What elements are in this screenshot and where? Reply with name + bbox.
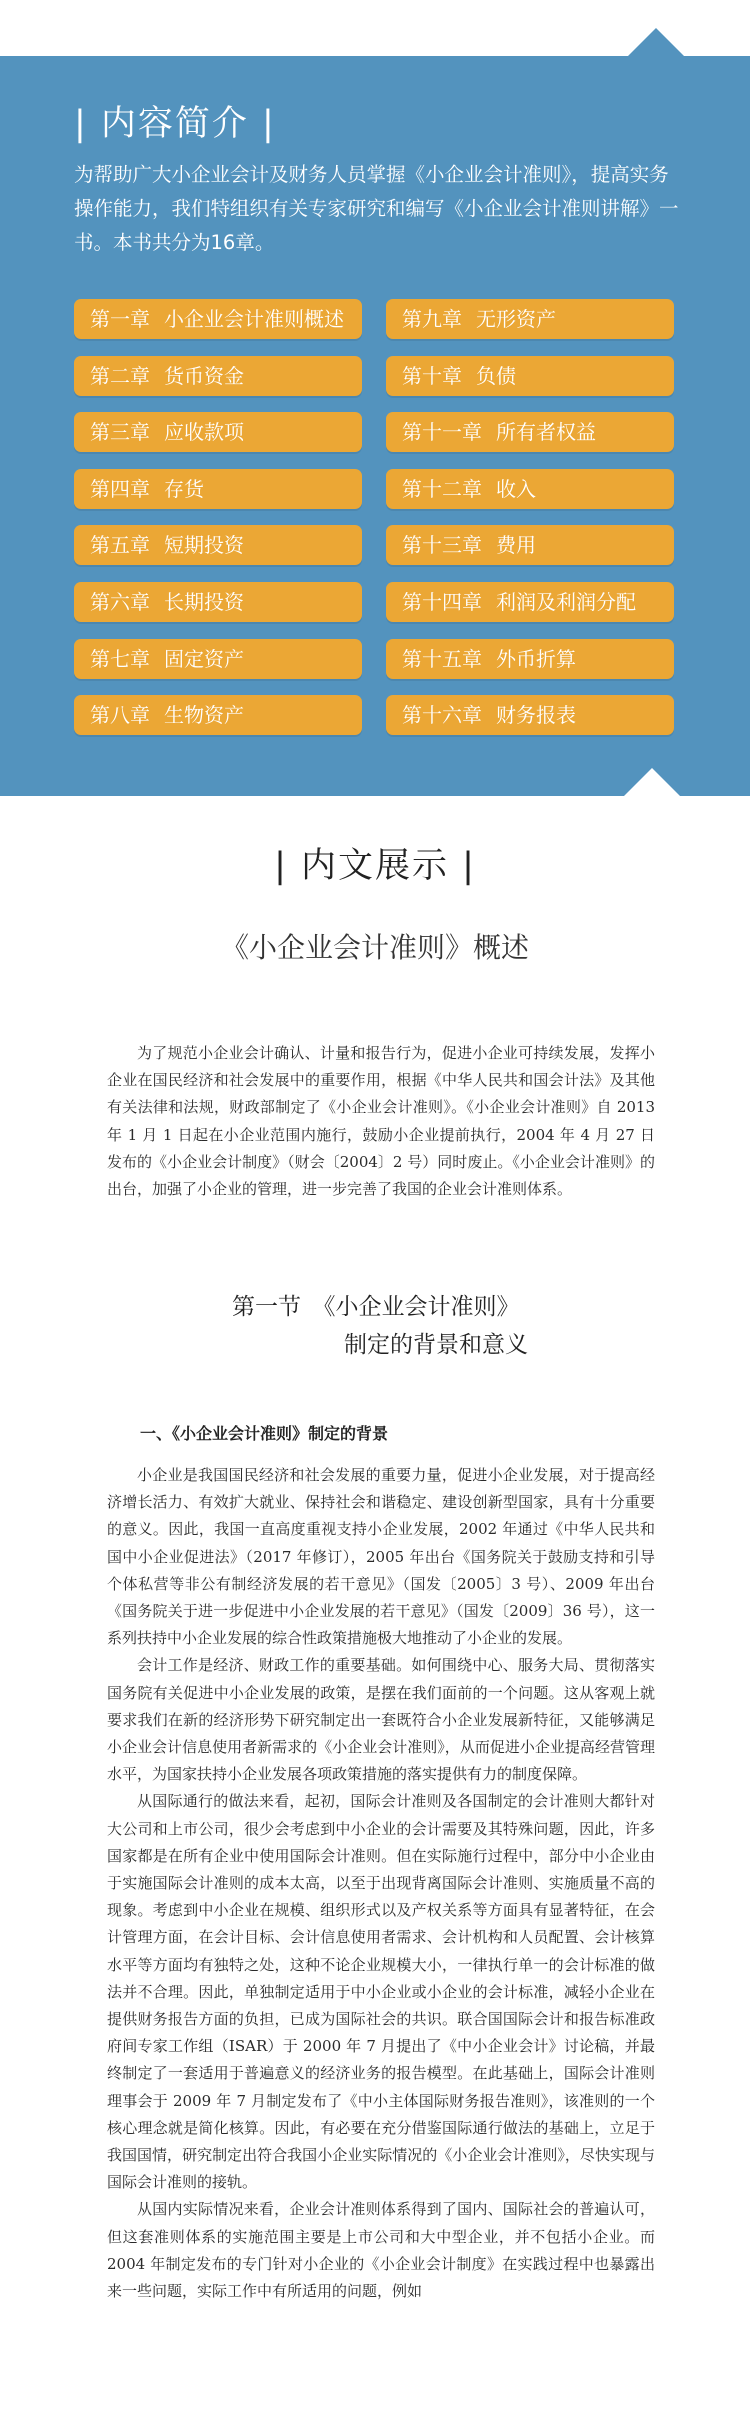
chapter-name: 生物资产 bbox=[164, 703, 244, 727]
decorative-triangle-bottom bbox=[622, 768, 682, 798]
chapter-number: 第四章 bbox=[90, 477, 150, 501]
chapter-item bbox=[74, 412, 362, 452]
content-title: | 内文展示 | bbox=[274, 846, 476, 886]
chapter-number: 第一章 bbox=[90, 307, 150, 331]
chapter-name: 无形资产 bbox=[476, 307, 556, 331]
intro-title: | 内容简介 | bbox=[74, 104, 276, 144]
chapter-number: 第七章 bbox=[90, 647, 150, 671]
body-paragraph: 从国际通行的做法来看，起初，国际会计准则及各国制定的会计准则大都针对大公司和上市公司，很少会考虑到中小企业的会计需要及其特殊问题，因此，许多国家都是在所有企业中使用国际会计准则。但在实际施行过程中，部分中小企业由于实施国际会计准则的成本太高，以至于出现背离国际会计准则、实施质量不高的现象。考虑到中小企业在规模、组织形式以及产权关系等方面具有显著特征，在会计管理方面，在会计目标、会计信息使用者需求、会计机构和人员配置、会计核算水平等方面均有独特之处，这种不论企业规模大小，一律执行单一的会计标准的做法并不合理。因此，单独制定适用于中小企业或小企业的会计标准，减轻小企业在提供财务报告方面的负担，已成为国际社会的共识。联合国国际会计和报告标准政府间专家工作组（ISAR）于 2000 年 7 月提出了《中小企业会计》讨论稿，并最终制定了一套适用于普遍意义的经济业务的报告模型。在此基础上，国际会计准则理事会于 2009 年 7 月制定发布了《中小主体国际财务报告准则》，该准则的一个核心理念就是简化核算。因此，有必要在充分借鉴国际通行做法的基础上，立足于我国国情，研究制定出符合我国小企业实际情况的《小企业会计准则》，尽快实现与国际会计准则的接轨。 bbox=[107, 1792, 655, 2192]
chapter-name: 收入 bbox=[496, 477, 536, 501]
chapter-item bbox=[74, 356, 362, 396]
chapter-number: 第五章 bbox=[90, 533, 150, 557]
chapter-number: 第九章 bbox=[402, 307, 462, 331]
chapter-name: 小企业会计准则概述 bbox=[164, 307, 344, 331]
chapter-number: 第十六章 bbox=[402, 703, 482, 727]
chapter-number: 第二章 bbox=[90, 364, 150, 388]
chapter-item bbox=[74, 695, 362, 735]
chapter-number: 第八章 bbox=[90, 703, 150, 727]
decorative-triangle-top bbox=[626, 28, 686, 58]
chapter-name: 短期投资 bbox=[164, 533, 244, 557]
chapter-item bbox=[74, 525, 362, 565]
chapter-number: 第十五章 bbox=[402, 647, 482, 671]
chapter-item bbox=[74, 639, 362, 679]
body-paragraph: 会计工作是经济、财政工作的重要基础。如何围绕中心、服务大局、贯彻落实国务院有关促进中小企业发展的政策，是摆在我们面前的一个问题。这从客观上就要求我们在新的经济形势下研究制定出一套既符合小企业发展新特征，又能够满足小企业会计信息使用者新需求的《小企业会计准则》，从而促进小企业提高经营管理水平，为国家扶持小企业发展各项政策措施的落实提供有力的制度保障。 bbox=[107, 1656, 655, 1784]
chapter-item bbox=[386, 356, 674, 396]
chapter-item bbox=[386, 639, 674, 679]
chapter-number: 第十四章 bbox=[402, 590, 482, 614]
chapter-item bbox=[386, 469, 674, 509]
chapter-name: 长期投资 bbox=[164, 590, 244, 614]
chapter-item bbox=[386, 525, 674, 565]
chapter-name: 应收款项 bbox=[164, 420, 244, 444]
chapter-item bbox=[386, 299, 674, 339]
chapter-item bbox=[74, 299, 362, 339]
chapter-name: 费用 bbox=[496, 533, 536, 557]
intro-text: 为帮助广大小企业会计及财务人员掌握《小企业会计准则》，提高实务操作能力，我们特组织有关专家研究和编写《小企业会计准则讲解》一书。本书共分为16章。 bbox=[74, 163, 679, 254]
chapter-name: 固定资产 bbox=[164, 647, 244, 671]
chapter-number: 第十一章 bbox=[402, 420, 482, 444]
content-subtitle: 《小企业会计准则》概述 bbox=[220, 931, 529, 964]
chapter-name: 货币资金 bbox=[164, 364, 244, 388]
chapter-number: 第十章 bbox=[402, 364, 462, 388]
abstract-paragraph: 为了规范小企业会计确认、计量和报告行为，促进小企业可持续发展，发挥小企业在国民经济和社会发展中的重要作用，根据《中华人民共和国会计法》及其他有关法律和法规，财政部制定了《小企业会计准则》。《小企业会计准则》自 2013 年 1 月 1 日起在小企业范围内施行，鼓励小企业提前执行，2004 年 4 月 27 日发布的《小企业会计制度》（财会〔2004〕2 号）同时废止。《小企业会计准则》的出台，加强了小企业的管理，进一步完善了我国的企业会计准则体系。 bbox=[107, 1044, 655, 1199]
chapter-number: 第十三章 bbox=[402, 533, 482, 557]
body-paragraph: 小企业是我国国民经济和社会发展的重要力量，促进小企业发展，对于提高经济增长活力、有效扩大就业、保持社会和谐稳定、建设创新型国家，具有十分重要的意义。因此，我国一直高度重视支持小企业发展，2002 年通过《中华人民共和国中小企业促进法》（2017 年修订），2005 年出台《国务院关于鼓励支持和引导个体私营等非公有制经济发展的若干意见》（国发〔2005〕3 号）、2009 年出台《国务院关于进一步促进中小企业发展的若干意见》（国发〔2009〕36 号），这一系列扶持中小企业发展的综合性政策措施极大地推动了小企业的发展。 bbox=[107, 1466, 655, 1648]
chapter-item bbox=[74, 582, 362, 622]
chapter-item bbox=[386, 695, 674, 735]
chapter-number: 第六章 bbox=[90, 590, 150, 614]
chapter-number: 第十二章 bbox=[402, 477, 482, 501]
chapter-item bbox=[386, 412, 674, 452]
chapter-heading bbox=[232, 1288, 528, 1364]
chapter-name: 负债 bbox=[476, 364, 516, 388]
chapter-name: 存货 bbox=[164, 477, 204, 501]
chapter-number: 第三章 bbox=[90, 420, 150, 444]
body-paragraph: 从国内实际情况来看，企业会计准则体系得到了国内、国际社会的普遍认可，但这套准则体系的实施范围主要是上市公司和大中型企业，并不包括小企业。而 2004 年制定发布的专门针对小企业的《小企业会计制度》在实践过程中也暴露出来一些问题，实际工作中有所适用的问题，例如 bbox=[107, 2200, 655, 2301]
chapter-item bbox=[386, 582, 674, 622]
chapter-item bbox=[74, 469, 362, 509]
body-text-block bbox=[107, 1462, 655, 2305]
section-heading: 一、《小企业会计准则》制定的背景 bbox=[140, 1424, 389, 1443]
chapter-name: 利润及利润分配 bbox=[496, 590, 636, 614]
chapter-heading-line2: 制定的背景和意义 bbox=[344, 1332, 528, 1358]
chapter-heading-line1: 第一节 《小企业会计准则》 bbox=[232, 1294, 520, 1320]
chapter-name: 所有者权益 bbox=[496, 420, 596, 444]
chapter-name: 财务报表 bbox=[496, 703, 576, 727]
chapter-name: 外币折算 bbox=[496, 647, 576, 671]
